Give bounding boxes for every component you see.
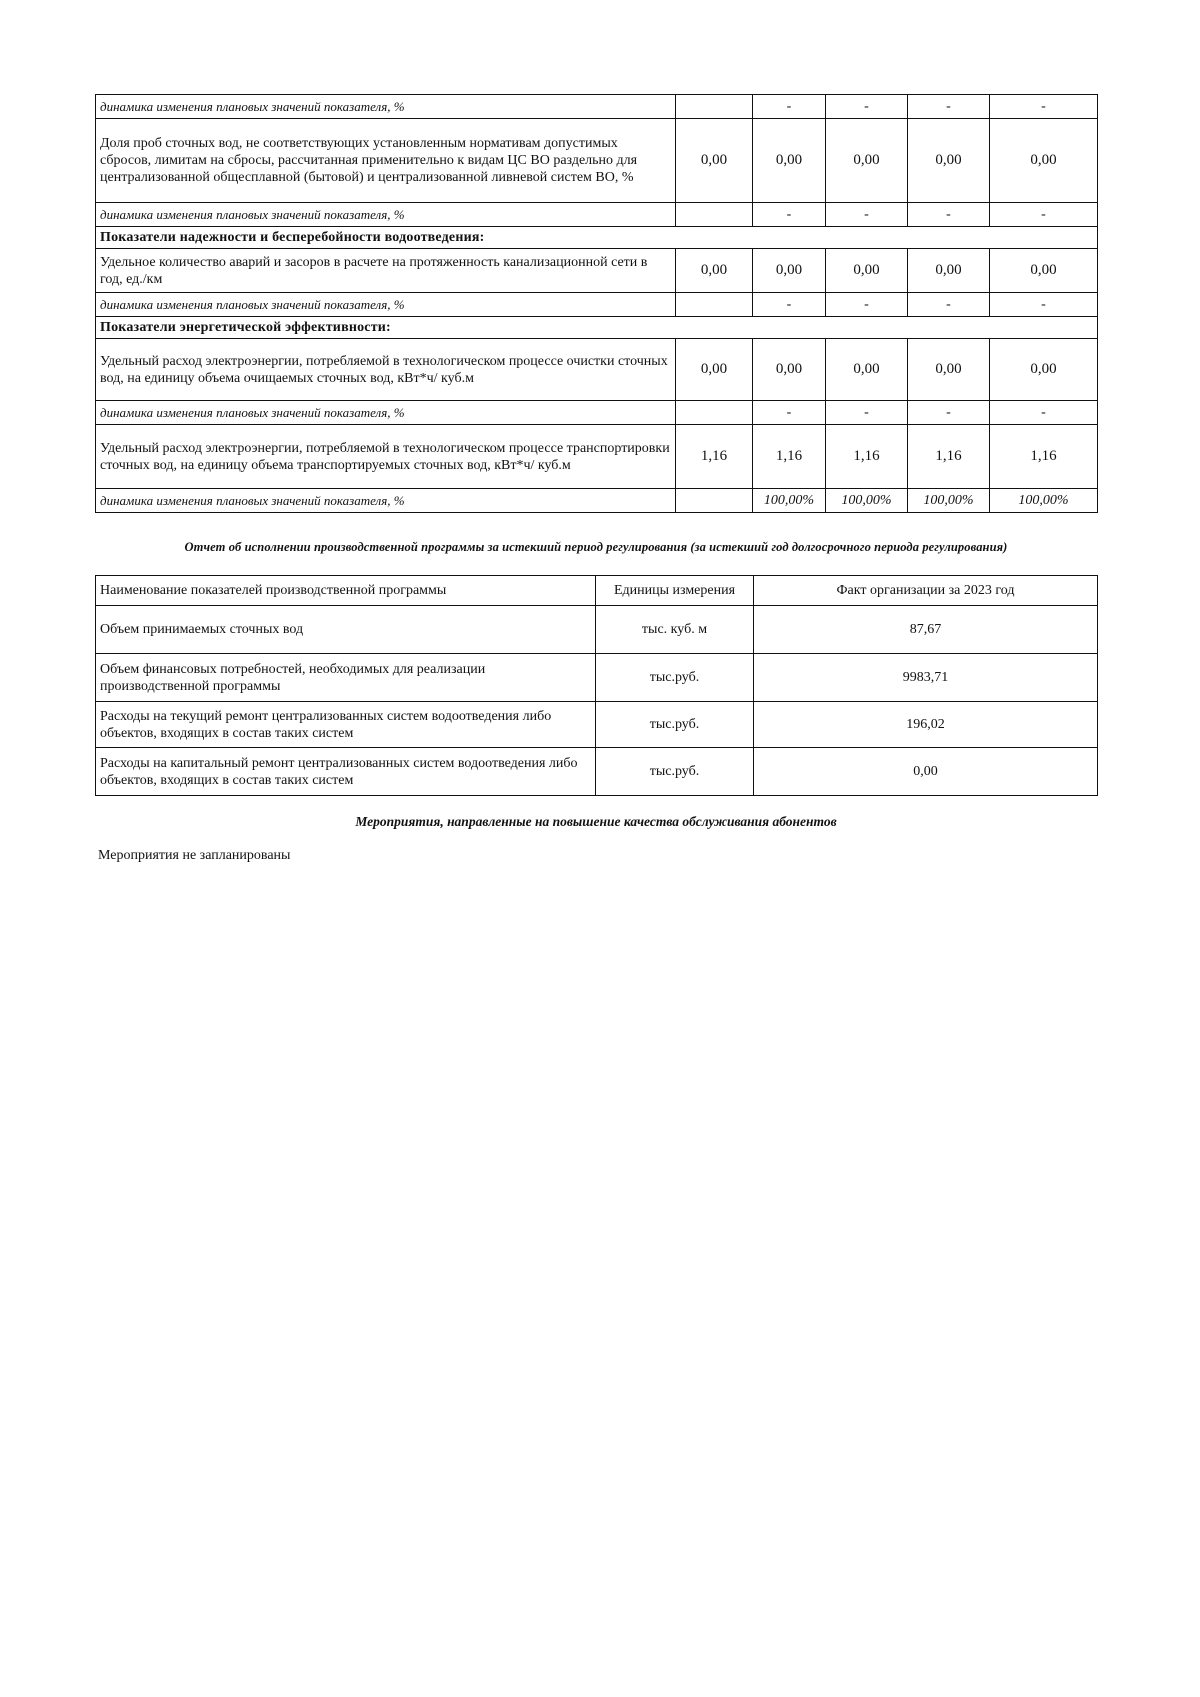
cell-value xyxy=(676,293,753,317)
row-label: Объем финансовых потребностей, необходимых для реализации производственной программы xyxy=(96,654,596,702)
cell-value xyxy=(676,401,753,425)
cell-value: 0,00 xyxy=(753,339,826,401)
cell-value: 100,00% xyxy=(753,489,826,513)
table-row xyxy=(96,606,1098,654)
table-row xyxy=(96,119,1098,203)
table-row xyxy=(96,489,1098,513)
cell-value: 0,00 xyxy=(753,249,826,293)
cell-value: - xyxy=(990,95,1098,119)
report-table xyxy=(95,575,1098,796)
cell-value: - xyxy=(753,203,826,227)
indicators-table xyxy=(95,94,1098,513)
table-row xyxy=(96,293,1098,317)
cell-value: - xyxy=(753,293,826,317)
row-label: Доля проб сточных вод, не соответствующих установленным нормативам допустимых сбросов, лимитам на сбросы, рассчитанная применительно к видам ЦС ВО раздельно для централизованной общесплавной (бытовой) и централизованной ливневой систем ВО, % xyxy=(96,119,676,203)
value-cell: 196,02 xyxy=(754,702,1098,748)
row-label: динамика изменения плановых значений показателя, % xyxy=(96,489,676,513)
cell-value: - xyxy=(826,203,908,227)
cell-value: 0,00 xyxy=(990,339,1098,401)
cell-value: 0,00 xyxy=(826,249,908,293)
cell-value: 0,00 xyxy=(676,119,753,203)
cell-value: - xyxy=(826,293,908,317)
table-row xyxy=(96,425,1098,489)
cell-value: 0,00 xyxy=(826,119,908,203)
cell-value: 0,00 xyxy=(826,339,908,401)
measures-title: Мероприятия, направленные на повышение качества обслуживания абонентов xyxy=(355,814,837,829)
row-label: динамика изменения плановых значений показателя, % xyxy=(96,203,676,227)
section-header: Показатели энергетической эффективности: xyxy=(96,317,1098,339)
cell-value: 0,00 xyxy=(676,249,753,293)
row-label: динамика изменения плановых значений показателя, % xyxy=(96,401,676,425)
row-label: динамика изменения плановых значений показателя, % xyxy=(96,293,676,317)
cell-value: 1,16 xyxy=(826,425,908,489)
cell-value: 1,16 xyxy=(908,425,990,489)
table-row xyxy=(96,401,1098,425)
cell-value: 0,00 xyxy=(676,339,753,401)
header-cell: Наименование показателей производственной программы xyxy=(96,576,596,606)
cell-value xyxy=(676,489,753,513)
row-label: динамика изменения плановых значений показателя, % xyxy=(96,95,676,119)
table-row xyxy=(96,249,1098,293)
cell-value: 0,00 xyxy=(908,119,990,203)
value-cell: 0,00 xyxy=(754,748,1098,796)
value-cell: 87,67 xyxy=(754,606,1098,654)
cell-value: - xyxy=(753,95,826,119)
table-row xyxy=(96,748,1098,796)
header-cell: Единицы измерения xyxy=(596,576,754,606)
cell-value: 0,00 xyxy=(908,339,990,401)
table-row xyxy=(96,702,1098,748)
cell-value xyxy=(676,203,753,227)
cell-value: - xyxy=(826,401,908,425)
cell-value: - xyxy=(908,293,990,317)
report-table-body xyxy=(96,576,1098,796)
cell-value: 100,00% xyxy=(990,489,1098,513)
header-cell: Факт организации за 2023 год xyxy=(754,576,1098,606)
unit-cell: тыс.руб. xyxy=(596,702,754,748)
row-label: Расходы на капитальный ремонт централизованных систем водоотведения либо объектов, входящих в состав таких систем xyxy=(96,748,596,796)
cell-value: - xyxy=(990,203,1098,227)
cell-value: 0,00 xyxy=(990,249,1098,293)
cell-value: 0,00 xyxy=(990,119,1098,203)
cell-value: - xyxy=(990,401,1098,425)
cell-value: 0,00 xyxy=(753,119,826,203)
unit-cell: тыс.руб. xyxy=(596,654,754,702)
cell-value: 0,00 xyxy=(908,249,990,293)
cell-value: 100,00% xyxy=(826,489,908,513)
unit-cell: тыс.руб. xyxy=(596,748,754,796)
table-row xyxy=(96,95,1098,119)
section-header-row xyxy=(96,317,1098,339)
row-label: Удельный расход электроэнергии, потребляемой в технологическом процессе очистки сточных вод, на единицу объема очищаемых сточных вод, кВт*ч/ куб.м xyxy=(96,339,676,401)
unit-cell: тыс. куб. м xyxy=(596,606,754,654)
table-row xyxy=(96,339,1098,401)
cell-value: 1,16 xyxy=(990,425,1098,489)
indicators-table-body xyxy=(96,95,1098,513)
row-label: Объем принимаемых сточных вод xyxy=(96,606,596,654)
value-cell: 9983,71 xyxy=(754,654,1098,702)
report-caption: Отчет об исполнении производственной программы за истекший период регулирования (за истекший год долгосрочного периода регулирования) xyxy=(184,540,1008,554)
cell-value: 1,16 xyxy=(753,425,826,489)
measures-text: Мероприятия не запланированы xyxy=(98,848,291,863)
cell-value xyxy=(676,95,753,119)
table-header-row xyxy=(96,576,1098,606)
cell-value: - xyxy=(753,401,826,425)
section-header-row xyxy=(96,227,1098,249)
section-header: Показатели надежности и бесперебойности водоотведения: xyxy=(96,227,1098,249)
cell-value: - xyxy=(908,95,990,119)
table-row xyxy=(96,203,1098,227)
cell-value: 1,16 xyxy=(676,425,753,489)
cell-value: - xyxy=(908,401,990,425)
row-label: Удельный расход электроэнергии, потребляемой в технологическом процессе транспортировки сточных вод, на единицу объема транспортируемых сточных вод, кВт*ч/ куб.м xyxy=(96,425,676,489)
cell-value: - xyxy=(908,203,990,227)
row-label: Расходы на текущий ремонт централизованных систем водоотведения либо объектов, входящих в состав таких систем xyxy=(96,702,596,748)
row-label: Удельное количество аварий и засоров в расчете на протяженность канализационной сети в год, ед./км xyxy=(96,249,676,293)
table-row xyxy=(96,654,1098,702)
cell-value: - xyxy=(826,95,908,119)
cell-value: - xyxy=(990,293,1098,317)
cell-value: 100,00% xyxy=(908,489,990,513)
